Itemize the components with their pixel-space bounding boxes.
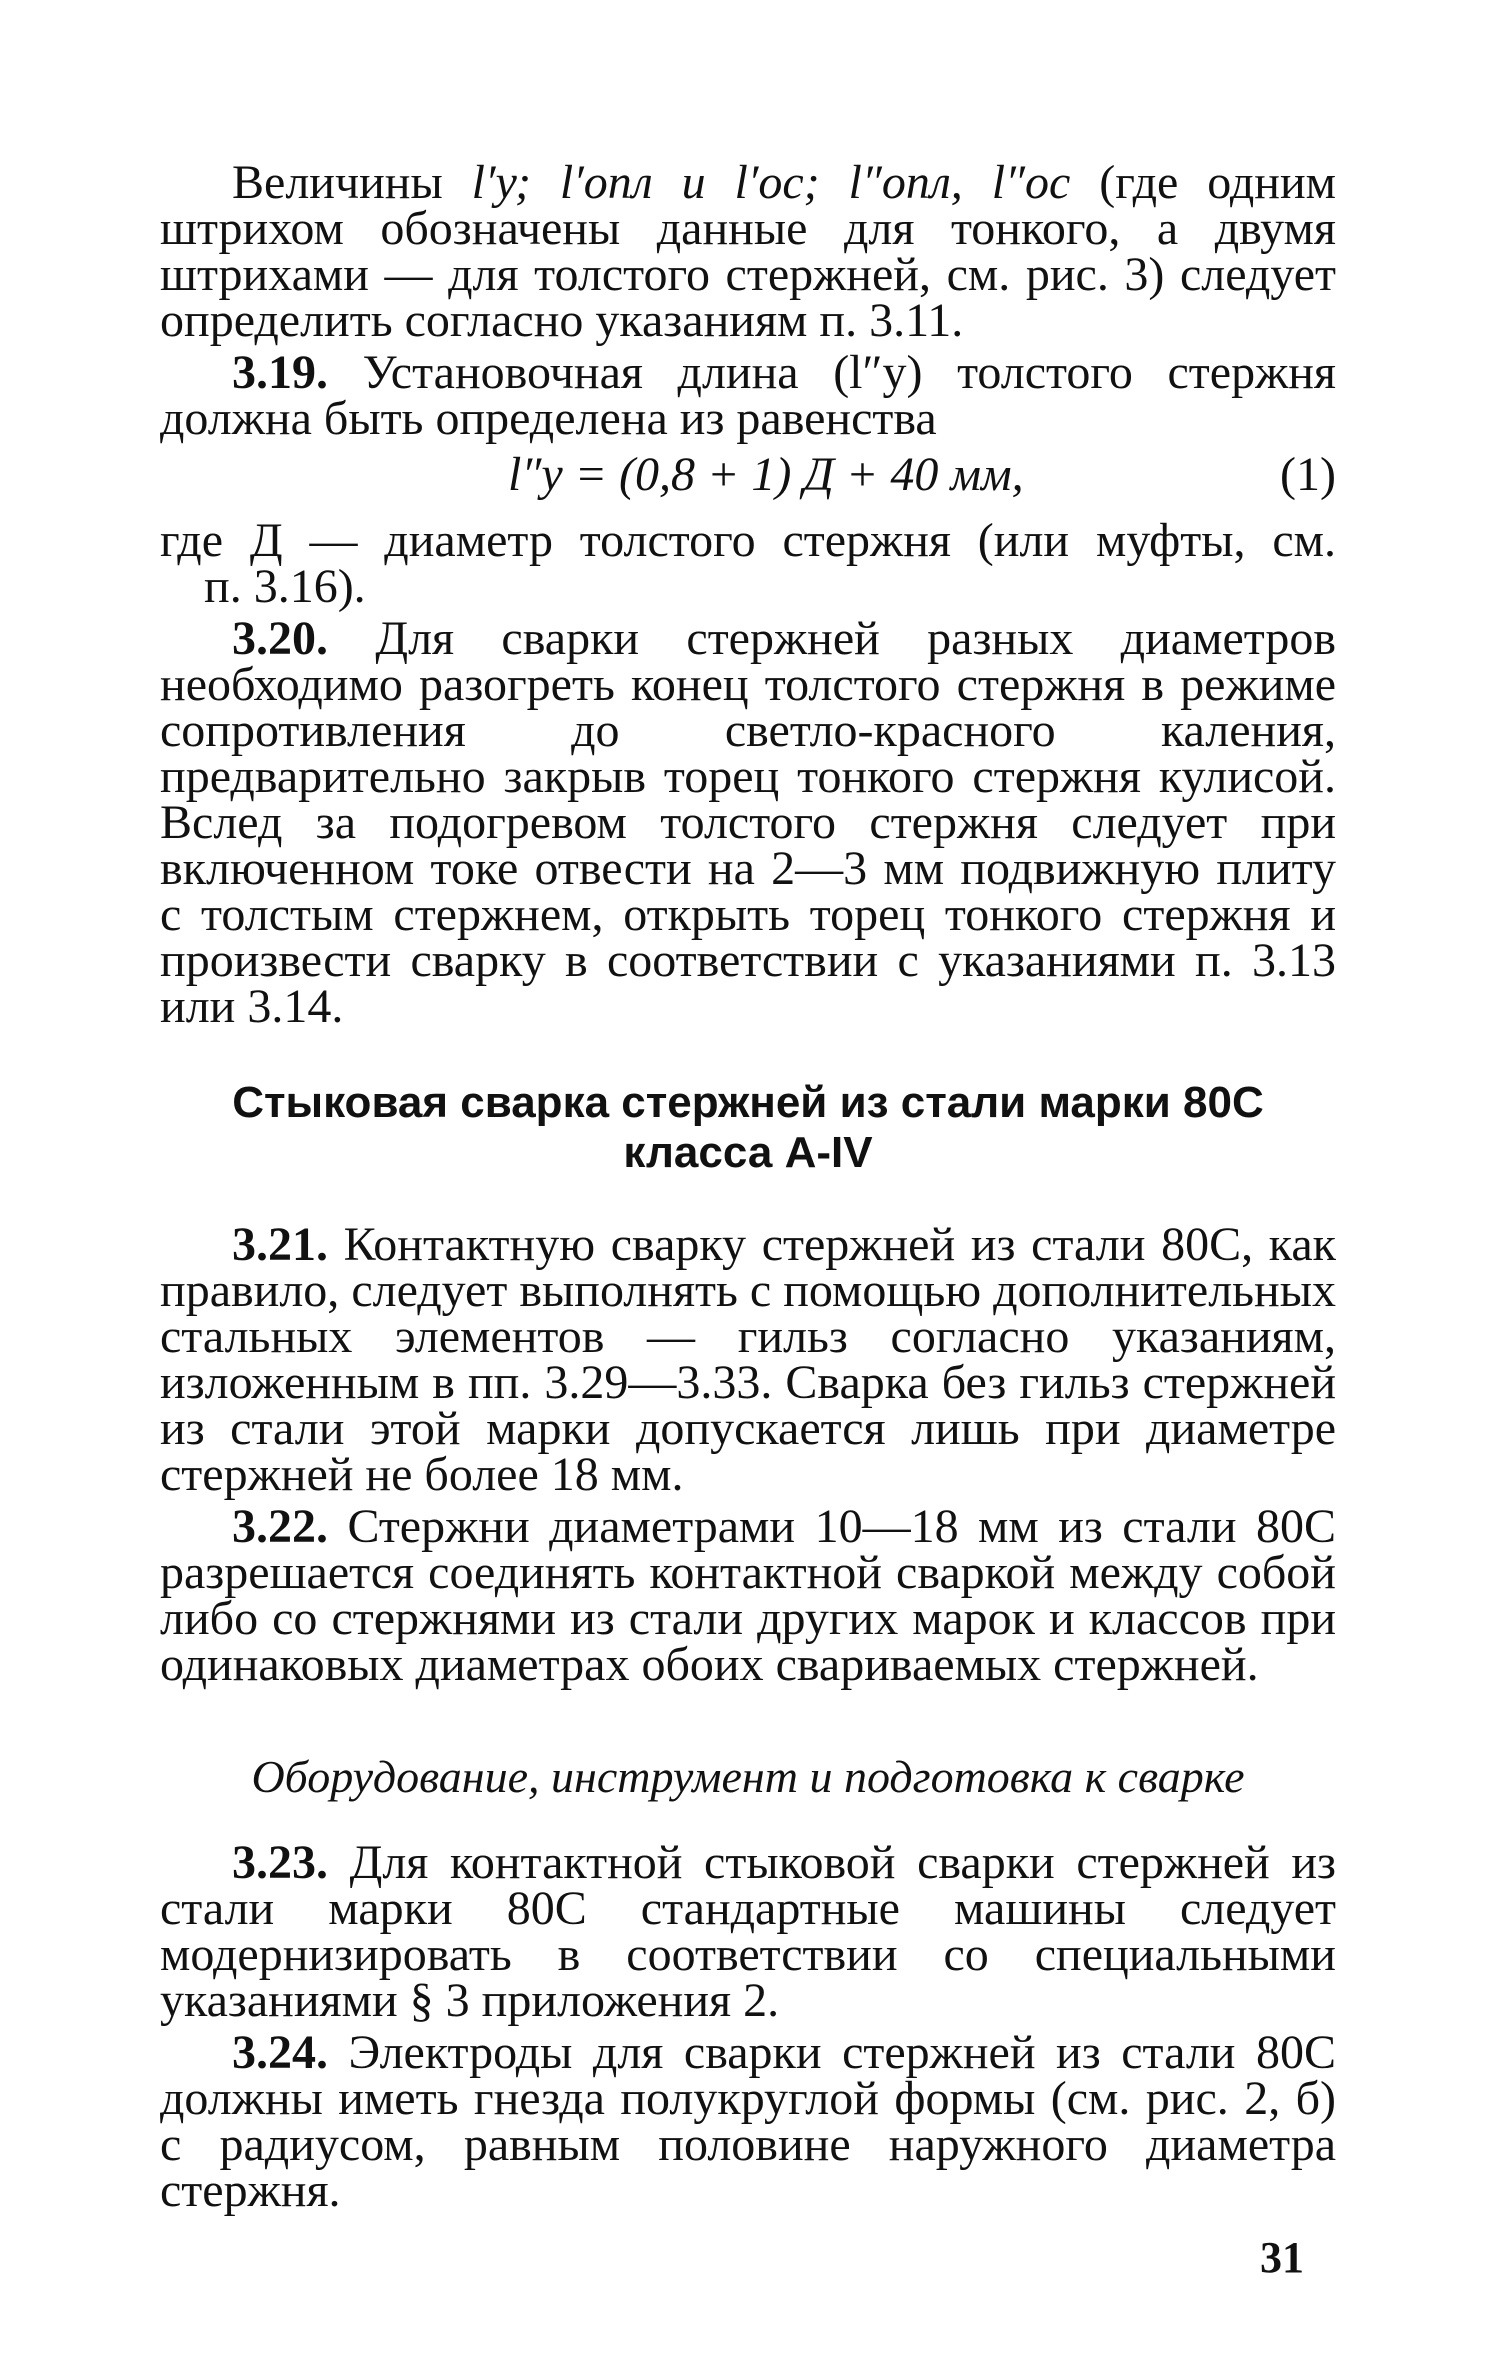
values-text: (где одним штрихом обозначены данные для тонкого, а двумя штрихами — для толстого стержней, см. рис. 3) следует определить согласно указаниям п. 3.11. [160, 156, 1337, 347]
paragraph-text: Для сварки стержней разных диаметров необходимо разогреть конец толстого стержня в режиме сопротивления до светло-красного каления, предварительно закрыв торец тонкого стержня кулисой. Вслед за подогревом толстого стержня следует при включенном токе отвести на 2—3 мм подвижную плиту с толстым стержнем, открыть торец тонкого стержня и произвести сварку в соответствии с указаниями п. 3.13 или 3.14. [160, 612, 1336, 1033]
values-lead: Величины [232, 156, 472, 209]
section-heading-line-2: класса A-IV [623, 1128, 873, 1177]
paragraph-text: Для контактной стыковой сварки стержней из стали марки 80С стандартные машины следует модернизировать в соответствии со специальными указаниями § 3 приложения 2. [160, 1836, 1336, 2027]
paragraph-3-24 [160, 2026, 1336, 2217]
paragraph-3-22 [160, 1500, 1336, 1691]
section-heading [160, 1078, 1336, 1178]
where-line-2: п. 3.16). [204, 560, 366, 613]
where-line-1: где Д — диаметр толстого стержня (или муфты, см. [160, 514, 1336, 567]
formula-1 [160, 446, 1336, 508]
page-number: 31 [1260, 2233, 1304, 2282]
paragraph-number: 3.23. [232, 1836, 328, 1889]
paragraph-text: Контактную сварку стержней из стали 80С, как правило, следует выполнять с помощью дополнительных стальных элементов — гильз согласно указаниям, изложенным в пп. 3.29—3.33. Сварка без гильз стержней из стали этой марки допускается лишь при диаметре стержней не более 18 мм. [160, 1218, 1336, 1501]
paragraph-3-21 [160, 1218, 1336, 1501]
section-heading-line-1: Стыковая сварка стержней из стали марки 80С [232, 1078, 1264, 1127]
values-variables: l′у; l′опл и l′ос; l″опл, l″ос [471, 156, 1071, 209]
paragraph-3-20 [160, 612, 1336, 1033]
paragraph-3-23 [160, 1836, 1336, 2027]
paragraph-number: 3.20. [232, 612, 328, 665]
paragraph-text: Стержни диаметрами 10—18 мм из стали 80С разрешается соединять контактной сваркой между собой либо со стержнями из стали других марок и классов при одинаковых диаметрах обоих свариваемых стержней. [160, 1500, 1336, 1691]
page-body [160, 156, 1337, 2217]
subsection-heading: Оборудование, инструмент и подготовка к сварке [251, 1751, 1245, 1802]
paragraph-text: Электроды для сварки стержней из стали 80С должны иметь гнезда полукруглой формы (см. рис. 2, б) с радиусом, равным половине наружного диаметра стержня. [160, 2026, 1336, 2217]
paragraph-number: 3.24. [232, 2026, 328, 2079]
paragraph-number: 3.22. [232, 1500, 328, 1553]
paragraph-number: 3.21. [232, 1218, 328, 1271]
paragraph-values [160, 156, 1337, 347]
paragraph-number: 3.19. [232, 346, 328, 399]
paragraph-text: Установочная длина (l″у) толстого стержня должна быть определена из равенства [160, 346, 1336, 445]
paragraph-3-19 [160, 346, 1336, 445]
formula-body: l″у = (0,8 + 1) Д + 40 мм, [508, 448, 1024, 501]
formula-number: (1) [1280, 448, 1336, 501]
